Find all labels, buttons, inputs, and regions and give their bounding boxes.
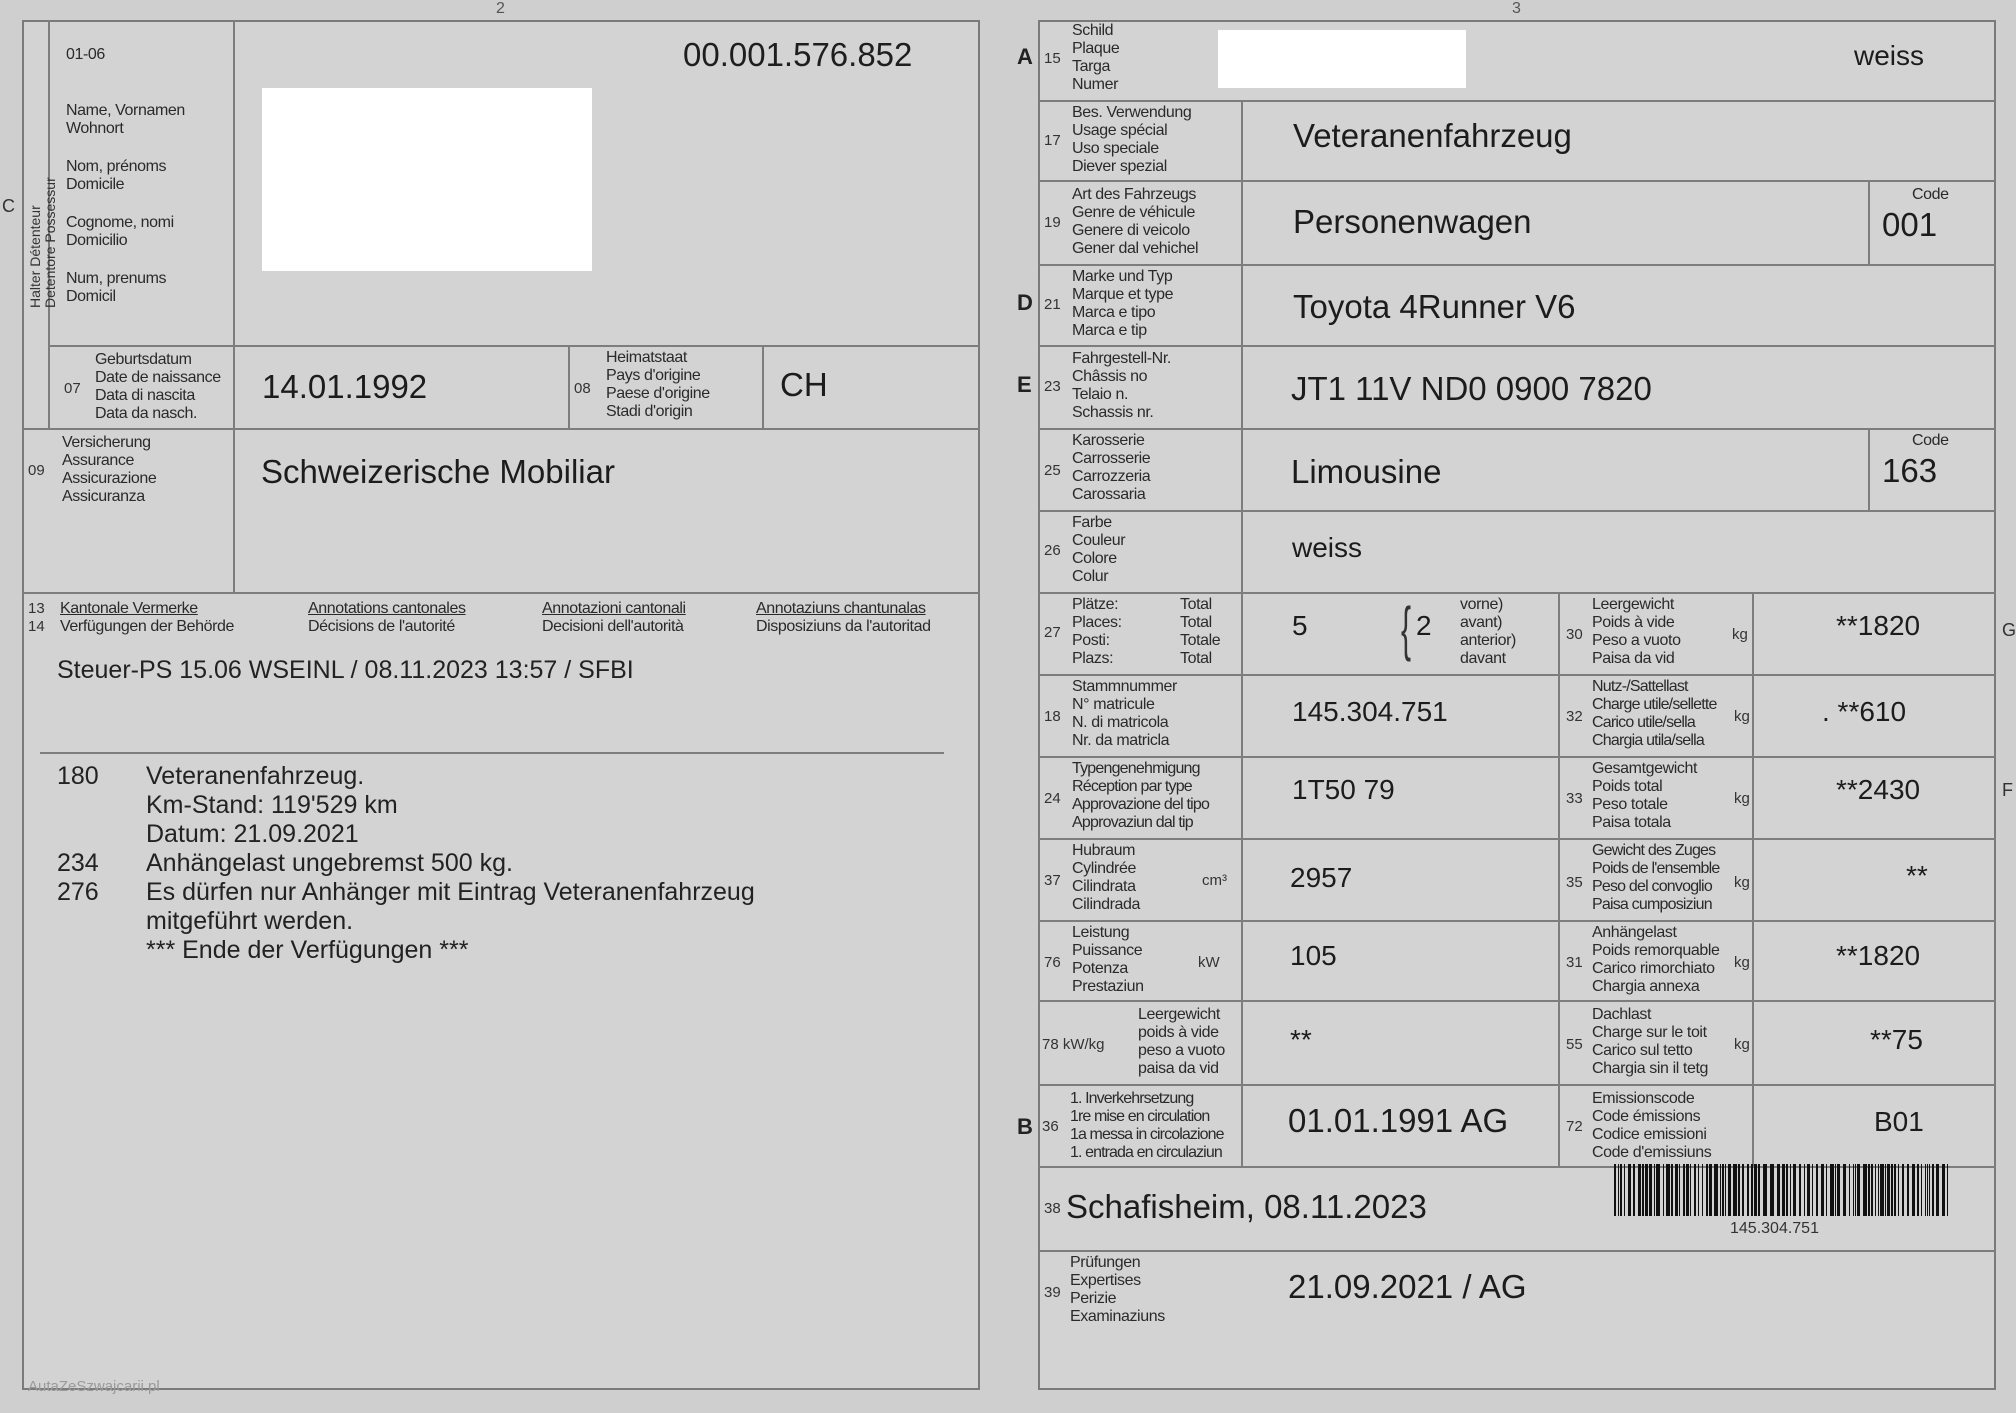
emission-num: 72 xyxy=(1566,1118,1583,1135)
empty-weight-num: 30 xyxy=(1566,626,1583,643)
roof-labels: Dachlast Charge sur le toit Carico sul tetto Chargia sin il tetg xyxy=(1592,1006,1709,1077)
barcode-bar xyxy=(1821,1164,1824,1216)
birth-date: 14.01.1992 xyxy=(262,368,428,405)
barcode-bar xyxy=(1855,1164,1856,1216)
barcode-bar xyxy=(1679,1164,1680,1216)
displacement-unit: cm³ xyxy=(1202,872,1227,889)
barcode-bar xyxy=(1686,1164,1689,1216)
holder-side-label: Halter Détenteur Detentore Possessur xyxy=(27,177,58,308)
kwkg-labels: Leergewicht poids à vide peso a vuoto paisa da vid xyxy=(1138,1006,1225,1077)
barcode-bar xyxy=(1912,1164,1915,1216)
displacement-num: 37 xyxy=(1044,872,1061,889)
barcode-bar xyxy=(1638,1164,1641,1216)
barcode-bar xyxy=(1725,1164,1726,1216)
barcode-bar xyxy=(1826,1164,1827,1216)
approval-value: 1T50 79 xyxy=(1292,774,1395,805)
power-value: 105 xyxy=(1290,940,1337,971)
barcode-bar xyxy=(1790,1164,1791,1216)
barcode-bar xyxy=(1733,1164,1737,1216)
displacement-value: 2957 xyxy=(1290,862,1353,893)
inspection-value: 21.09.2021 / AG xyxy=(1288,1268,1527,1305)
barcode-bar xyxy=(1675,1164,1678,1216)
barcode-bar xyxy=(1816,1164,1818,1216)
note-code-276: 276 xyxy=(57,878,99,906)
chassis-num: 23 xyxy=(1044,378,1061,395)
payload-value: . **610 xyxy=(1822,696,1907,727)
barcode-bar xyxy=(1942,1164,1945,1216)
barcode-bar xyxy=(1714,1164,1718,1216)
barcode-bar xyxy=(1875,1164,1876,1216)
insurance-num: 09 xyxy=(28,462,45,479)
barcode-bar xyxy=(1628,1164,1631,1216)
make-num: 21 xyxy=(1044,296,1061,313)
seats-front-value: 2 xyxy=(1416,610,1432,641)
barcode-bar xyxy=(1793,1164,1796,1216)
side-mark-right-bottom: F xyxy=(2002,780,2013,800)
trailer-value: **1820 xyxy=(1836,940,1921,971)
roof-unit: kg xyxy=(1734,1036,1750,1053)
barcode-bar xyxy=(1782,1164,1785,1216)
inspection-num: 39 xyxy=(1044,1284,1061,1301)
place-num: 38 xyxy=(1044,1200,1061,1217)
remarks-nums: 13 14 xyxy=(28,600,45,635)
barcode-bar xyxy=(1835,1164,1836,1216)
emission-value: B01 xyxy=(1874,1106,1924,1137)
body-labels: Karosserie Carrosserie Carrozzeria Carossaria xyxy=(1072,432,1151,503)
barcode-bar xyxy=(1932,1164,1934,1216)
barcode-bar xyxy=(1947,1164,1948,1216)
chassis-value: JT1 11V ND0 0900 7820 xyxy=(1291,370,1652,407)
barcode-bar xyxy=(1925,1164,1926,1216)
barcode-bar xyxy=(1706,1164,1708,1216)
barcode-bar xyxy=(1837,1164,1840,1216)
barcode-bar xyxy=(1786,1164,1788,1216)
barcode-bar xyxy=(1720,1164,1721,1216)
barcode-bar xyxy=(1804,1164,1805,1216)
barcode-bar xyxy=(1738,1164,1740,1216)
barcode-bar xyxy=(1902,1164,1904,1216)
barcode-bar xyxy=(1880,1164,1884,1216)
combination-unit: kg xyxy=(1734,874,1750,891)
origin-labels: Heimatstaat Pays d'origine Paese d'origine Stadi d'origin xyxy=(606,349,710,420)
barcode-bar xyxy=(1671,1164,1673,1216)
approval-labels: Typengenehmigung Réception par type Approvazione del tipo Approvaziun dal tip xyxy=(1072,760,1210,831)
chassis-labels: Fahrgestell-Nr. Châssis no Telaio n. Schassis nr. xyxy=(1072,350,1171,421)
origin-country: CH xyxy=(780,366,828,403)
barcode-bar xyxy=(1936,1164,1939,1216)
displacement-labels: Hubraum Cylindrée Cilindrata Cilindrada xyxy=(1072,842,1141,913)
barcode-bar xyxy=(1645,1164,1648,1216)
birth-num: 07 xyxy=(64,380,81,397)
trailer-unit: kg xyxy=(1734,954,1750,971)
barcode-bar xyxy=(1917,1164,1919,1216)
plate-num: 15 xyxy=(1044,50,1061,67)
note-234: Anhängelast ungebremst 500 kg. xyxy=(146,849,513,877)
note-code-234: 234 xyxy=(57,849,99,877)
total-weight-value: **2430 xyxy=(1836,774,1921,805)
power-labels: Leistung Puissance Potenza Prestaziun xyxy=(1072,924,1144,995)
barcode-bar xyxy=(1853,1164,1854,1216)
barcode-bar xyxy=(1656,1164,1660,1216)
note-180: Veteranenfahrzeug. Km-Stand: 119'529 km Datum: 21.09.2021 xyxy=(146,762,398,848)
type-code: 001 xyxy=(1882,206,1938,243)
redacted-plate xyxy=(1218,30,1466,88)
seats-num: 27 xyxy=(1044,624,1061,641)
barcode-bar xyxy=(1921,1164,1922,1216)
remarks-header-de: Kantonale Vermerke Verfügungen der Behörde xyxy=(60,600,235,635)
empty-weight-labels: Leergewicht Poids à vide Peso a vuoto Paisa da vid xyxy=(1592,596,1681,667)
type-num: 19 xyxy=(1044,214,1061,231)
remarks-header-fr: Annotations cantonales Décisions de l'autorité xyxy=(308,600,466,635)
barcode-bar xyxy=(1747,1164,1749,1216)
redacted-name xyxy=(262,88,592,271)
use-value: Veteranenfahrzeug xyxy=(1293,117,1572,154)
body-num: 25 xyxy=(1044,462,1061,479)
barcode-bar xyxy=(1891,1164,1893,1216)
note-code-180: 180 xyxy=(57,762,99,790)
roof-value: **75 xyxy=(1870,1024,1923,1055)
barcode-bar xyxy=(1614,1164,1616,1216)
barcode-bar xyxy=(1898,1164,1899,1216)
barcode-bar xyxy=(1642,1164,1644,1216)
barcode-bar xyxy=(1843,1164,1846,1216)
letter-d: D xyxy=(1017,290,1033,315)
remarks-header-rm: Annotaziuns chantunalas Disposiziuns da l'autoritad xyxy=(756,600,931,635)
combination-labels: Gewicht des Zuges Poids de l'ensemble Peso del convoglio Paisa cumposiziun xyxy=(1592,842,1720,913)
barcode xyxy=(1614,1164,1954,1220)
body-code: 163 xyxy=(1882,452,1938,489)
matriculation-value: 145.304.751 xyxy=(1292,696,1448,727)
seats-labels: Plätze: Places: Posti: Plazs: xyxy=(1072,596,1122,667)
matriculation-labels: Stammnummer N° matricule N. di matricola Nr. da matricla xyxy=(1072,678,1177,749)
matriculation-num: 18 xyxy=(1044,708,1061,725)
combination-value: ** xyxy=(1906,860,1928,891)
first-reg-value: 01.01.1991 AG xyxy=(1288,1102,1509,1139)
barcode-bar xyxy=(1777,1164,1780,1216)
barcode-bar xyxy=(1830,1164,1834,1216)
barcode-bar xyxy=(1807,1164,1810,1216)
trailer-labels: Anhängelast Poids remorquable Carico rimorchiato Chargia annexa xyxy=(1592,924,1720,995)
barcode-bar xyxy=(1742,1164,1744,1216)
seats-totals: Total Total Totale Total xyxy=(1180,596,1221,667)
body-code-label: Code xyxy=(1912,432,1949,449)
power-num: 76 xyxy=(1044,954,1061,971)
barcode-bar xyxy=(1878,1164,1879,1216)
barcode-bar xyxy=(1698,1164,1699,1216)
insurance-company: Schweizerische Mobiliar xyxy=(261,453,615,490)
kwkg-value: ** xyxy=(1290,1024,1312,1055)
birth-labels: Geburtsdatum Date de naissance Data di nascita Data da nasch. xyxy=(95,351,221,422)
type-value: Personenwagen xyxy=(1293,203,1532,240)
letter-e: E xyxy=(1017,372,1032,397)
note-276: Es dürfen nur Anhänger mit Eintrag Veteranenfahrzeug mitgeführt werden. *** Ende der Verfügungen *** xyxy=(146,878,755,964)
barcode-bar xyxy=(1812,1164,1813,1216)
approval-num: 24 xyxy=(1044,790,1061,807)
barcode-bar xyxy=(1849,1164,1850,1216)
total-weight-labels: Gesamtgewicht Poids total Peso totale Paisa totala xyxy=(1592,760,1698,831)
emission-labels: Emissionscode Code émissions Codice emissioni Code d'emissiuns xyxy=(1592,1090,1712,1161)
origin-num: 08 xyxy=(574,380,591,397)
seats-brace: { xyxy=(1401,595,1412,662)
remarks-header-it: Annotazioni cantonali Decisioni dell'autorità xyxy=(542,600,686,635)
barcode-bar xyxy=(1863,1164,1867,1216)
barcode-bar xyxy=(1624,1164,1625,1216)
plate-value: weiss xyxy=(1854,40,1925,71)
barcode-bar xyxy=(1751,1164,1753,1216)
combination-num: 35 xyxy=(1566,874,1583,891)
place-date: Schafisheim, 08.11.2023 xyxy=(1066,1188,1427,1225)
watermark: AutaZeSzwajcarii.pl xyxy=(28,1378,160,1395)
body-value: Limousine xyxy=(1291,453,1442,490)
barcode-bar xyxy=(1754,1164,1757,1216)
plate-labels: Schild Plaque Targa Numer xyxy=(1072,22,1120,93)
barcode-bar xyxy=(1709,1164,1712,1216)
barcode-bar xyxy=(1927,1164,1928,1216)
payload-num: 32 xyxy=(1566,708,1583,725)
use-labels: Bes. Verwendung Usage spécial Uso speciale Diever spezial xyxy=(1072,104,1192,175)
color-labels: Farbe Couleur Colore Colur xyxy=(1072,514,1126,585)
insurance-labels: Versicherung Assurance Assicurazione Assicuranza xyxy=(62,434,157,505)
steuer-line: Steuer-PS 15.06 WSEINL / 08.11.2023 13:57 / SFBI xyxy=(57,656,634,684)
barcode-bar xyxy=(1885,1164,1886,1216)
barcode-bar xyxy=(1894,1164,1896,1216)
barcode-bar xyxy=(1618,1164,1619,1216)
barcode-bar xyxy=(1887,1164,1890,1216)
barcode-bar xyxy=(1758,1164,1760,1216)
barcode-bar xyxy=(1690,1164,1691,1216)
name-labels: Name, Vornamen Wohnort Nom, prénoms Domicile Cognome, nomi Domicilio Num, prenums Domicil xyxy=(66,102,185,305)
form-code: 01-06 xyxy=(66,46,105,63)
barcode-bar xyxy=(1663,1164,1664,1216)
barcode-bar xyxy=(1694,1164,1696,1216)
barcode-bar xyxy=(1728,1164,1731,1216)
power-unit: kW xyxy=(1198,954,1220,971)
inspection-labels: Prüfungen Expertises Perizie Examinaziuns xyxy=(1070,1254,1165,1325)
total-weight-unit: kg xyxy=(1734,790,1750,807)
barcode-text: 145.304.751 xyxy=(1730,1220,1819,1237)
color-num: 26 xyxy=(1044,542,1061,559)
barcode-bar xyxy=(1857,1164,1860,1216)
barcode-bar xyxy=(1666,1164,1670,1216)
color-value: weiss xyxy=(1292,532,1363,563)
first-reg-labels: 1. Inverkehrsetzung 1re mise en circulation 1a messa in circolazione 1. entrada en circulaziun xyxy=(1070,1090,1224,1161)
trailer-num: 31 xyxy=(1566,954,1583,971)
barcode-bar xyxy=(1907,1164,1909,1216)
total-weight-num: 33 xyxy=(1566,790,1583,807)
barcode-bar xyxy=(1929,1164,1930,1216)
side-mark-left: C xyxy=(2,196,15,216)
letter-a: A xyxy=(1017,44,1033,69)
barcode-bar xyxy=(1633,1164,1635,1216)
barcode-bar xyxy=(1871,1164,1873,1216)
barcode-bar xyxy=(1799,1164,1801,1216)
letter-b: B xyxy=(1017,1114,1033,1139)
empty-weight-unit: kg xyxy=(1732,626,1748,643)
barcode-bar xyxy=(1770,1164,1774,1216)
make-value: Toyota 4Runner V6 xyxy=(1293,288,1576,325)
type-labels: Art des Fahrzeugs Genre de véhicule Genere di veicolo Gener dal vehichel xyxy=(1072,186,1199,257)
barcode-bar xyxy=(1654,1164,1655,1216)
barcode-bar xyxy=(1683,1164,1685,1216)
barcode-bar xyxy=(1868,1164,1870,1216)
barcode-bar xyxy=(1702,1164,1703,1216)
payload-labels: Nutz-/Sattellast Charge utile/sellette Carico utile/sella Chargia utila/sella xyxy=(1592,678,1717,749)
seats-value: 5 xyxy=(1292,610,1308,641)
payload-unit: kg xyxy=(1734,708,1750,725)
barcode-bar xyxy=(1763,1164,1767,1216)
page-number-left: 2 xyxy=(496,0,505,17)
side-mark-right-top: G xyxy=(2002,620,2016,640)
barcode-bar xyxy=(1722,1164,1724,1216)
kwkg-num: 78 kW/kg xyxy=(1042,1036,1105,1053)
barcode-bar xyxy=(1649,1164,1652,1216)
barcode-bar xyxy=(1620,1164,1622,1216)
document-number: 00.001.576.852 xyxy=(683,36,913,73)
type-code-label: Code xyxy=(1912,186,1949,203)
roof-num: 55 xyxy=(1566,1036,1583,1053)
seats-front-labels: vorne) avant) anterior) davant xyxy=(1460,596,1516,667)
make-labels: Marke und Typ Marque et type Marca e tipo Marca e tip xyxy=(1072,268,1174,339)
use-num: 17 xyxy=(1044,132,1061,149)
first-reg-num: 36 xyxy=(1042,1118,1059,1135)
empty-weight-value: **1820 xyxy=(1836,610,1921,641)
page-number-right: 3 xyxy=(1512,0,1521,17)
